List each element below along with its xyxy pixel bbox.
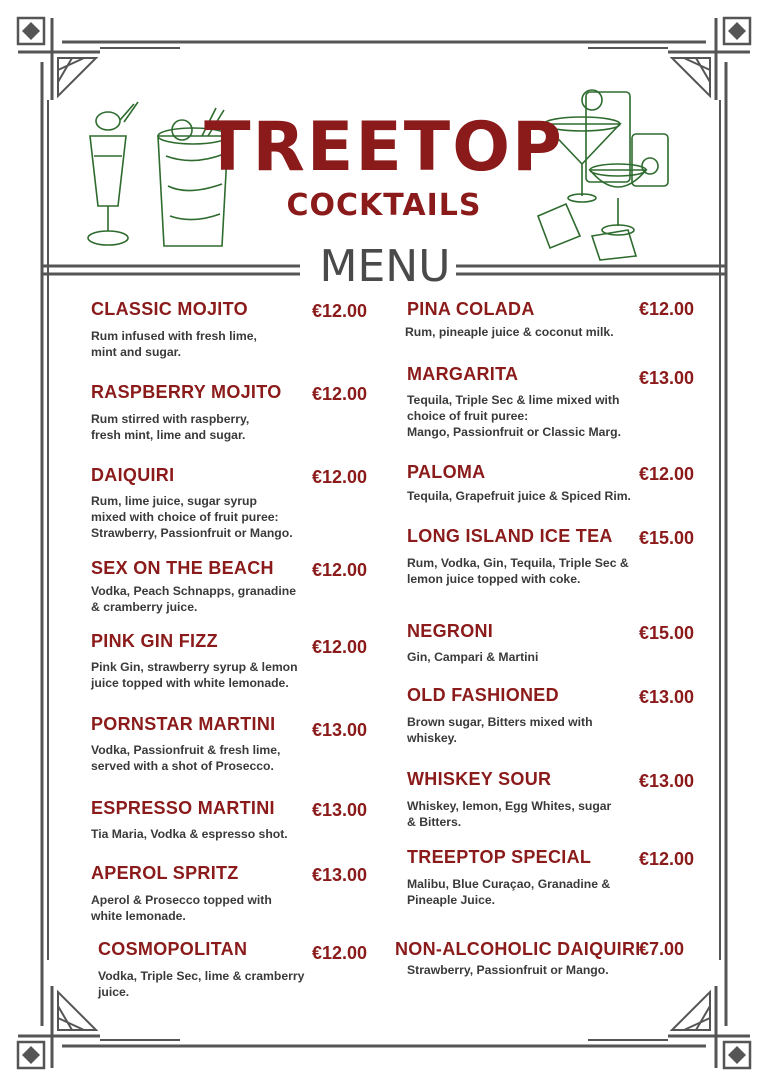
item-price: €13.00 <box>312 865 368 885</box>
brand-title: TREETOP <box>204 108 564 187</box>
item-price: €13.00 <box>639 771 695 791</box>
item-description: Aperol & Prosecco topped with white lemonade. <box>91 893 272 923</box>
item-description: Rum stirred with raspberry, fresh mint, lime and sugar. <box>91 412 250 442</box>
item-name: PALOMA <box>407 462 486 482</box>
item-price: €12.00 <box>312 560 368 580</box>
item-price: €12.00 <box>312 384 368 404</box>
item-description: Tequila, Triple Sec & lime mixed with choice of fruit puree: Mango, Passionfruit or Classic Marg. <box>407 393 622 439</box>
item-name: MARGARITA <box>407 364 519 384</box>
item-price: €12.00 <box>312 467 368 487</box>
item-description: Vodka, Triple Sec, lime & cramberry juice. <box>98 969 305 999</box>
item-name: NEGRONI <box>407 621 494 641</box>
menu-title: MENU <box>319 241 451 292</box>
item-price: €15.00 <box>639 528 695 548</box>
item-description: Rum, lime juice, sugar syrup mixed with choice of fruit puree: Strawberry, Passionfruit or Mango. <box>91 494 293 540</box>
item-name: RASPBERRY MOJITO <box>91 382 282 402</box>
item-description: Vodka, Passionfruit & fresh lime, served with a shot of Prosecco. <box>91 743 281 773</box>
item-name: ESPRESSO MARTINI <box>91 798 275 818</box>
item-price: €13.00 <box>639 368 695 388</box>
item-description: Brown sugar, Bitters mixed with whiskey. <box>407 715 593 745</box>
item-price: €12.00 <box>639 464 695 484</box>
item-description: Vodka, Peach Schnapps, granadine & cramberry juice. <box>91 584 296 614</box>
item-price: €7.00 <box>639 939 685 959</box>
item-description: Whiskey, lemon, Egg Whites, sugar & Bitters. <box>407 799 612 829</box>
brand-subtitle: COCKTAILS <box>286 188 482 223</box>
item-price: €15.00 <box>639 623 695 643</box>
item-price: €13.00 <box>312 720 368 740</box>
item-description: Malibu, Blue Curaçao, Granadine & Pineaple Juice. <box>407 877 611 907</box>
item-name: NON-ALCOHOLIC DAIQUIRI <box>395 939 641 959</box>
item-name: LONG ISLAND ICE TEA <box>407 526 613 546</box>
item-name: TREEPTOP SPECIAL <box>407 847 592 867</box>
item-price: €12.00 <box>639 849 695 869</box>
item-price: €13.00 <box>312 800 368 820</box>
item-price: €12.00 <box>312 301 368 321</box>
item-description: Tia Maria, Vodka & espresso shot. <box>91 827 288 841</box>
item-description: Rum, Vodka, Gin, Tequila, Triple Sec & lemon juice topped with coke. <box>407 556 629 586</box>
item-name: PINK GIN FIZZ <box>91 631 218 651</box>
item-description: Gin, Campari & Martini <box>407 650 539 664</box>
item-price: €12.00 <box>639 299 695 319</box>
item-name: SEX ON THE BEACH <box>91 558 274 578</box>
item-description: Rum, pineaple juice & coconut milk. <box>405 325 614 339</box>
item-name: APEROL SPRITZ <box>91 863 239 883</box>
item-price: €12.00 <box>312 637 368 657</box>
item-description: Tequila, Grapefruit juice & Spiced Rim. <box>407 489 631 503</box>
item-description: Rum infused with fresh lime, mint and sugar. <box>91 329 257 359</box>
item-description: Pink Gin, strawberry syrup & lemon juice topped with white lemonade. <box>91 660 298 690</box>
item-description: Strawberry, Passionfruit or Mango. <box>407 963 609 977</box>
item-name: PINA COLADA <box>407 299 535 319</box>
item-price: €12.00 <box>312 943 368 963</box>
item-name: DAIQUIRI <box>91 465 175 485</box>
item-name: PORNSTAR MARTINI <box>91 714 276 734</box>
item-name: CLASSIC MOJITO <box>91 299 248 319</box>
item-name: COSMOPOLITAN <box>98 939 248 959</box>
item-price: €13.00 <box>639 687 695 707</box>
item-name: OLD FASHIONED <box>407 685 559 705</box>
item-name: WHISKEY SOUR <box>407 769 552 789</box>
